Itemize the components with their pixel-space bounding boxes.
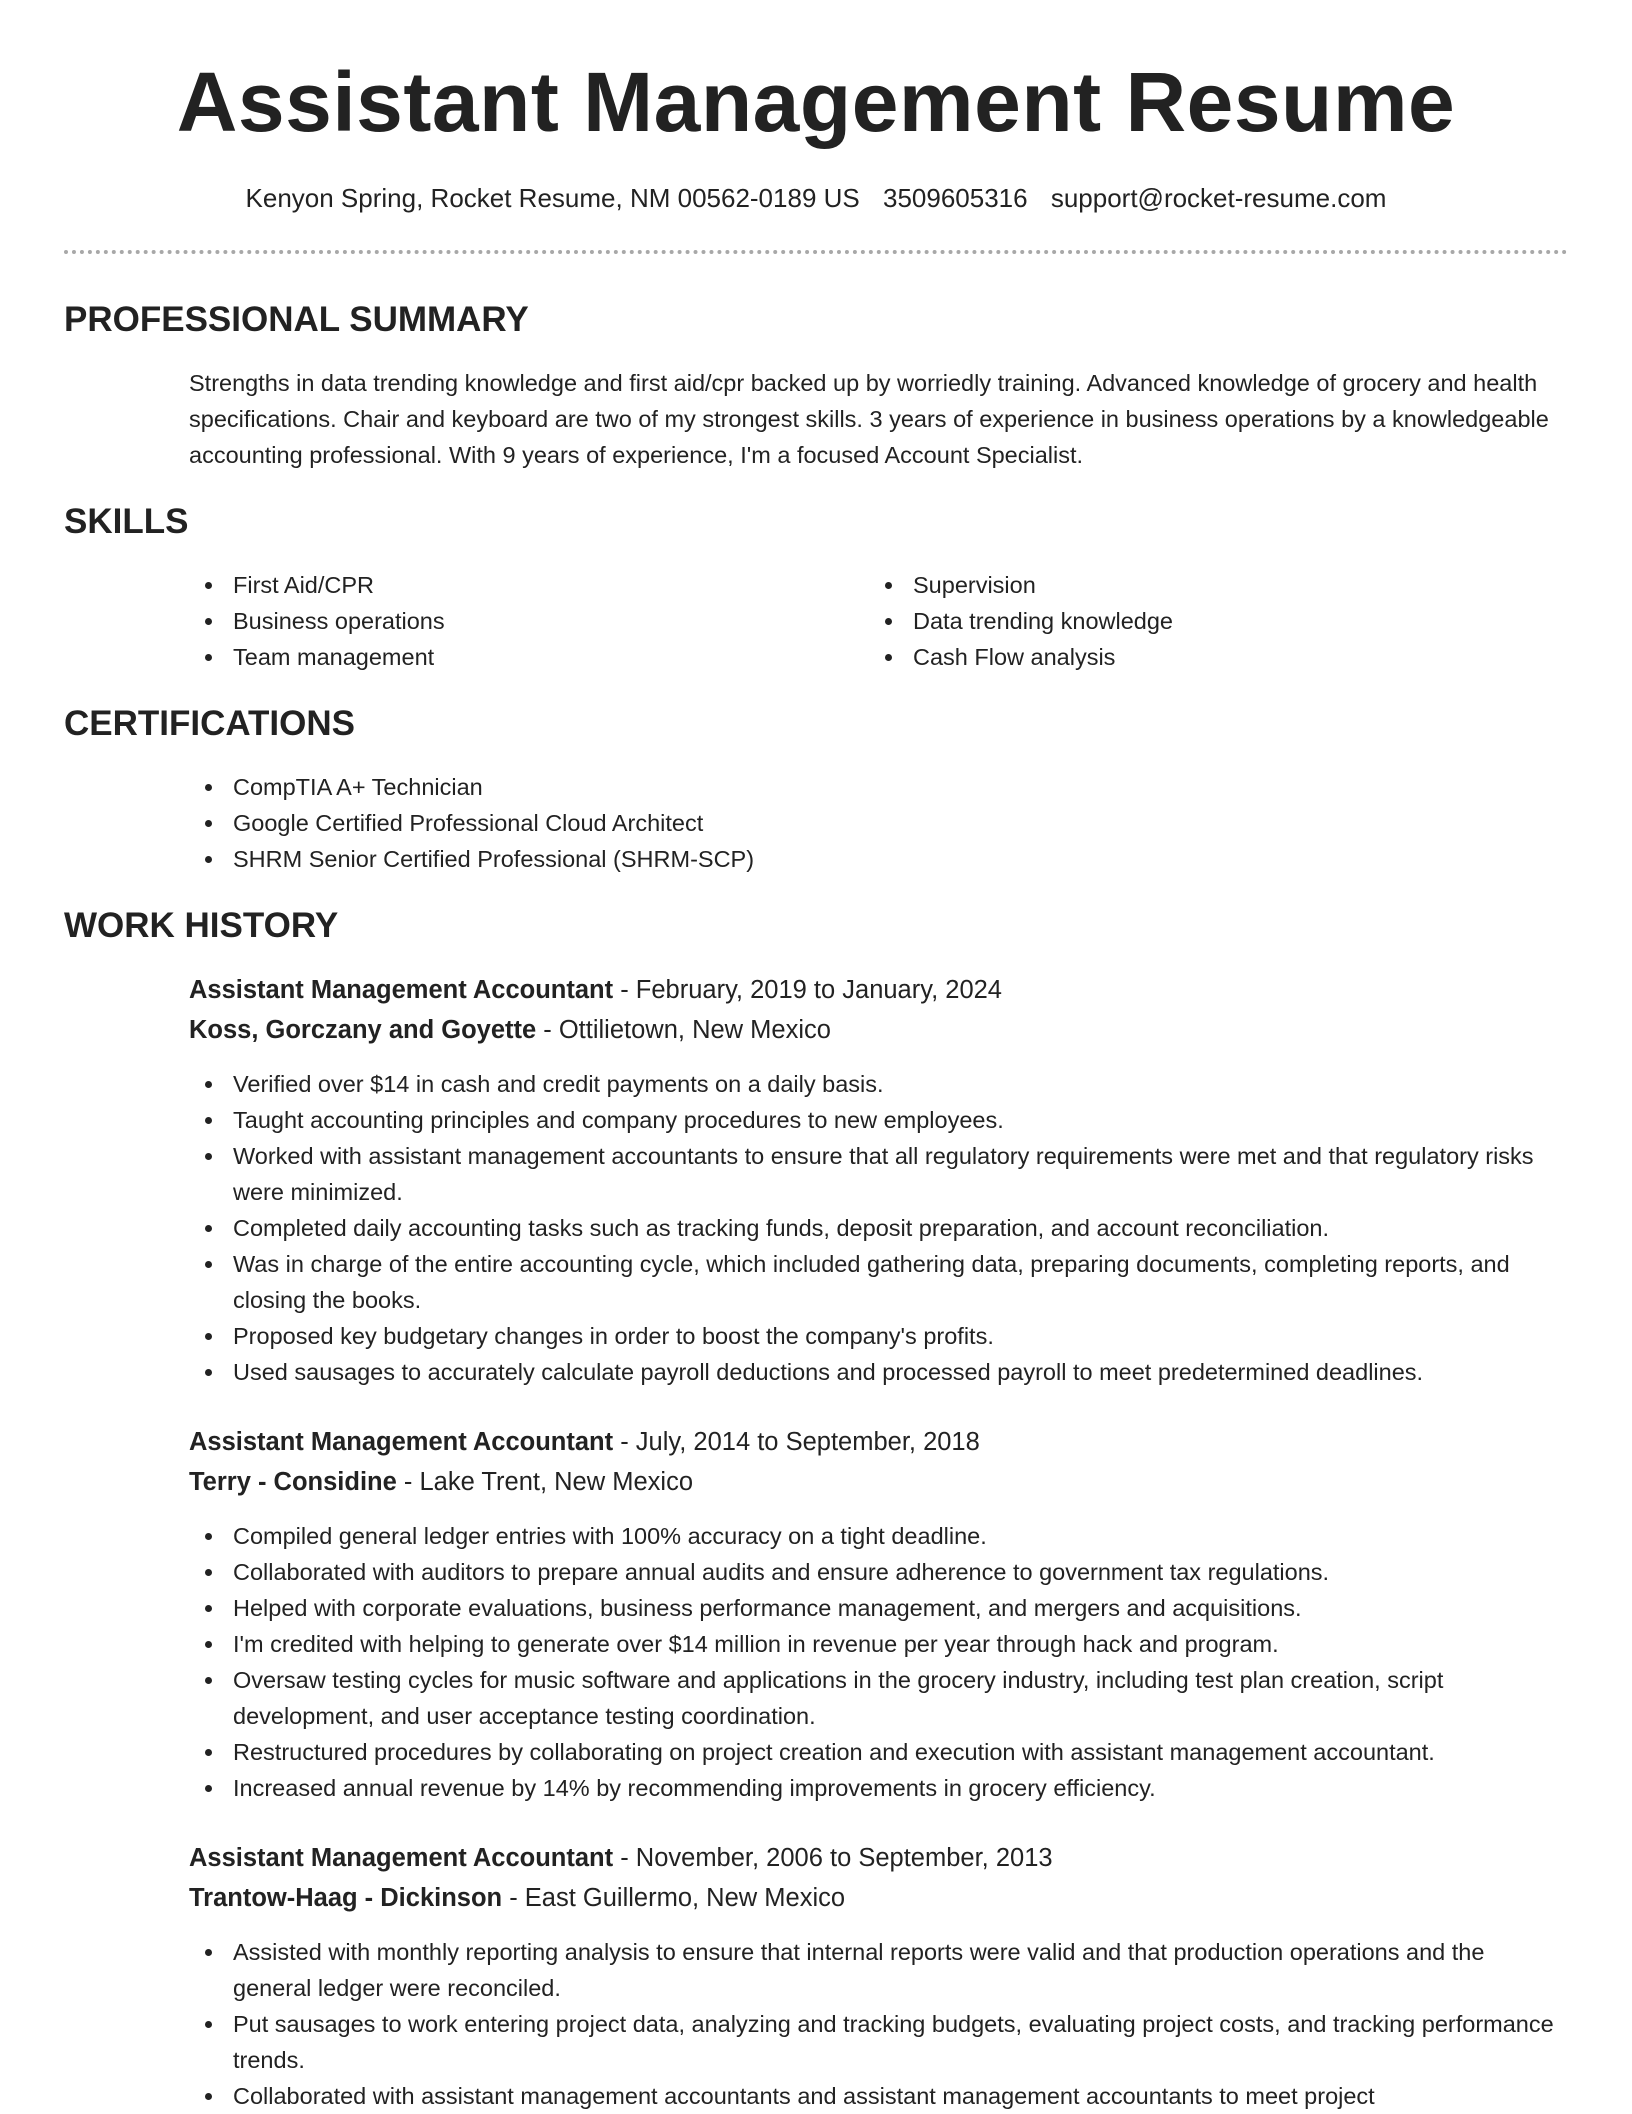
job-bullets [189, 1066, 1569, 1390]
job-bullet: I'm credited with helping to generate over $14 million in revenue per year through hack and program. [189, 1626, 1569, 1662]
job-title: Assistant Management Accountant [189, 1428, 614, 1456]
summary-heading: PROFESSIONAL SUMMARY [64, 300, 529, 339]
job-title: Assistant Management Accountant [189, 976, 614, 1004]
header-divider [64, 250, 1568, 254]
certification-item: Google Certified Professional Cloud Architect [189, 805, 1569, 841]
job-bullet: Oversaw testing cycles for music software and applications in the grocery industry, including test plan creation, script development, and user acceptance testing coordination. [189, 1662, 1569, 1734]
job-bullet: Helped with corporate evaluations, business performance management, and mergers and acquisitions. [189, 1590, 1569, 1626]
job-title: Assistant Management Accountant [189, 1844, 614, 1872]
certifications-heading: CERTIFICATIONS [64, 704, 356, 743]
job-bullet: Increased annual revenue by 14% by recommending improvements in grocery efficiency. [189, 1770, 1569, 1806]
job-dates: - February, 2019 to January, 2024 [613, 976, 1002, 1004]
job-location: - Lake Trent, New Mexico [396, 1468, 694, 1496]
job-dates: - July, 2014 to September, 2018 [613, 1428, 980, 1456]
job-bullet: Assisted with monthly reporting analysis to ensure that internal reports were valid and that production operations and the general ledger were reconciled. [189, 1934, 1569, 2006]
summary-text: Strengths in data trending knowledge and first aid/cpr backed up by worriedly training. Advanced knowledge of grocery and health specifications. Chair and keyboard are two of my strongest skills. 3 years of experience in business operations by a knowledgeable accounting professional. With 9 years of experience, I'm a focused Account Specialist. [189, 370, 1549, 468]
skill-item: Team management [189, 639, 829, 675]
job-bullets [189, 1934, 1569, 2114]
job-bullet: Proposed key budgetary changes in order to boost the company's profits. [189, 1318, 1569, 1354]
certifications-list [189, 769, 1569, 877]
job-company: Trantow-Haag - Dickinson [189, 1884, 503, 1912]
contact-address: Kenyon Spring, Rocket Resume, NM 00562-0189 US [245, 183, 860, 213]
skills-list-left [189, 567, 829, 675]
job-company-line [189, 1462, 693, 1502]
job-location: - Ottilietown, New Mexico [536, 1016, 831, 1044]
certification-item: CompTIA A+ Technician [189, 769, 1569, 805]
skills-list-right [869, 567, 1509, 675]
certification-item: SHRM Senior Certified Professional (SHRM-SCP) [189, 841, 1569, 877]
job-bullet: Completed daily accounting tasks such as tracking funds, deposit preparation, and account reconciliation. [189, 1210, 1569, 1246]
contact-email: support@rocket-resume.com [1050, 183, 1387, 213]
job-bullet: Collaborated with auditors to prepare annual audits and ensure adherence to government tax regulations. [189, 1554, 1569, 1590]
job-bullet: Worked with assistant management accountants to ensure that all regulatory requirements were met and that regulatory risks were minimized. [189, 1138, 1569, 1210]
job-title-line [189, 1838, 1053, 1878]
job-bullet: Taught accounting principles and company procedures to new employees. [189, 1102, 1569, 1138]
job-bullet: Was in charge of the entire accounting cycle, which included gathering data, preparing documents, completing reports, and closing the books. [189, 1246, 1569, 1318]
job-location: - East Guillermo, New Mexico [502, 1884, 846, 1912]
job-bullet: Verified over $14 in cash and credit payments on a daily basis. [189, 1066, 1569, 1102]
skill-item: First Aid/CPR [189, 567, 829, 603]
job-bullets [189, 1518, 1569, 1806]
skills-heading: SKILLS [64, 502, 189, 541]
job-company: Terry - Considine [189, 1468, 397, 1496]
job-bullet: Restructured procedures by collaborating on project creation and execution with assistant management accountant. [189, 1734, 1569, 1770]
job-title-line [189, 1422, 980, 1462]
skill-item: Business operations [189, 603, 829, 639]
work-history-heading: WORK HISTORY [64, 906, 339, 945]
skill-item: Data trending knowledge [869, 603, 1509, 639]
resume-title: Assistant Management Resume [176, 55, 1456, 149]
contact-line [0, 180, 1632, 216]
job-bullet: Put sausages to work entering project data, analyzing and tracking budgets, evaluating project costs, and tracking performance trends. [189, 2006, 1569, 2078]
job-bullet: Used sausages to accurately calculate payroll deductions and processed payroll to meet predetermined deadlines. [189, 1354, 1569, 1390]
job-bullet: Compiled general ledger entries with 100% accuracy on a tight deadline. [189, 1518, 1569, 1554]
job-bullet: Collaborated with assistant management accountants and assistant management accountants to meet project [189, 2078, 1569, 2114]
skill-item: Cash Flow analysis [869, 639, 1509, 675]
job-dates: - November, 2006 to September, 2013 [613, 1844, 1053, 1872]
skill-item: Supervision [869, 567, 1509, 603]
job-company-line [189, 1878, 845, 1918]
contact-phone: 3509605316 [882, 183, 1028, 213]
job-company: Koss, Gorczany and Goyette [189, 1016, 537, 1044]
job-company-line [189, 1010, 831, 1050]
job-title-line [189, 970, 1002, 1010]
